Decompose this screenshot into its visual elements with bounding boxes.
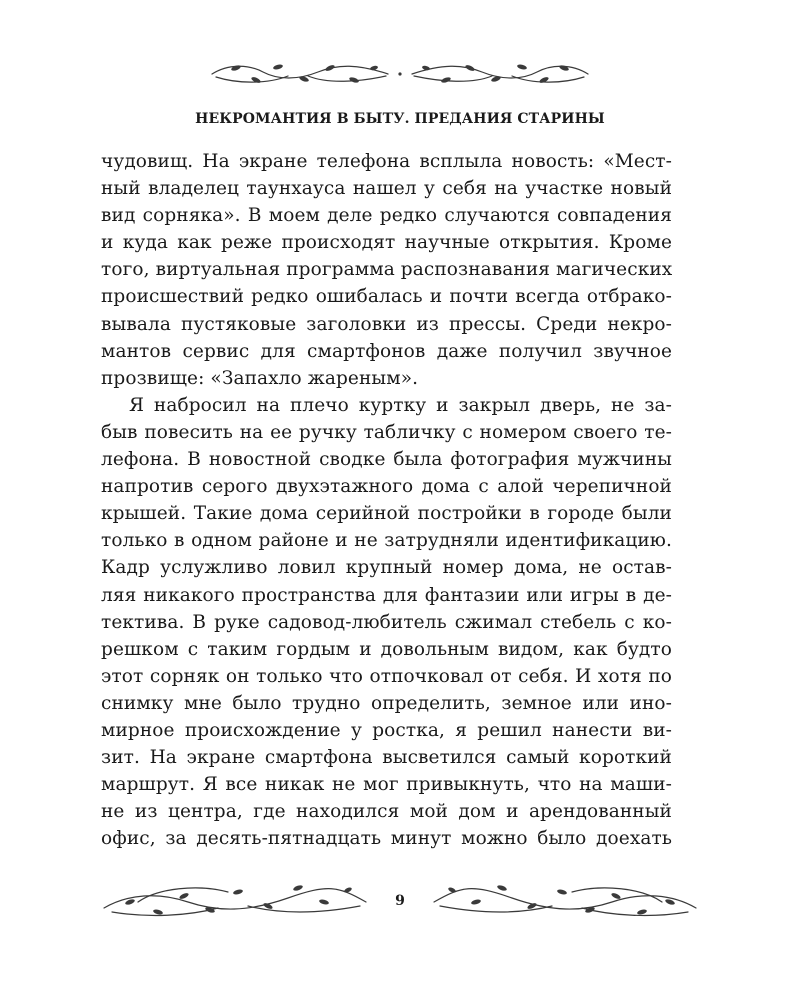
text-line: того, виртуальная программа распознавания магических [101,259,673,281]
text-line: вид сорняка». В моем деле редко случаются совпадения [101,205,672,227]
text-line: только в одном районе и не затрудняли идентификацию. [101,530,672,552]
text-line: ляя никакого пространства для фантазии или игры в де- [101,584,672,606]
text-line: тектива. В руке садовод-любитель сжимал стебель с ко- [101,611,672,633]
text-line: этот сорняк он только что отпочковал от себя. И хотя по [101,665,672,687]
text-line: не из центра, где находился мой дом и арендованный [101,801,672,823]
text-line: крышей. Такие дома серийной постройки в городе были [101,503,672,525]
text-line: быв повесить на ее ручку табличку с номером своего те- [101,421,672,443]
text-line: Кадр услужливо ловил крупный номер дома, не остав- [101,557,672,579]
text-line: маршрут. Я все никак не мог привыкнуть, что на маши- [101,774,672,796]
text-line: происшествий редко ошибалась и почти всегда отбрако- [101,286,672,308]
text-line: прозвище: «Запахло жареным». [101,367,419,389]
top-flourish-ornament [208,58,592,90]
text-line: мирное происхождение у ростка, я решил нанести ви- [101,719,672,741]
text-line: лефона. В новостной сводке была фотография мужчины [101,449,672,471]
text-line: и куда как реже происходят научные открытия. Кроме [101,232,672,254]
body-text [101,148,672,852]
text-line: мантов сервис для смартфонов даже получил звучное [101,340,672,362]
text-line: решком с таким гордым и довольным видом, как будто [101,638,672,660]
running-title: НЕКРОМАНТИЯ В БЫТУ. ПРЕДАНИЯ СТАРИНЫ [195,111,605,127]
text-line: снимку мне было трудно определить, земное или ино- [101,692,672,714]
page-number: 9 [395,893,405,909]
text-line: вывала пустяковые заголовки из прессы. Среди некро- [101,313,672,335]
text-line: зит. На экране смартфона высветился самый короткий [101,747,672,769]
text-line: ный владелец таунхауса нашел у себя на участке новый [101,178,672,200]
text-line: напротив серого двухэтажного дома с алой черепичной [101,476,672,498]
text-line: чудовищ. На экране телефона всплыла новость: «Мест- [101,151,672,172]
text-line: Я набросил на плечо куртку и закрыл дверь, не за- [129,394,672,416]
text-line: офис, за десять-пятнадцать минут можно было доехать [101,828,672,850]
